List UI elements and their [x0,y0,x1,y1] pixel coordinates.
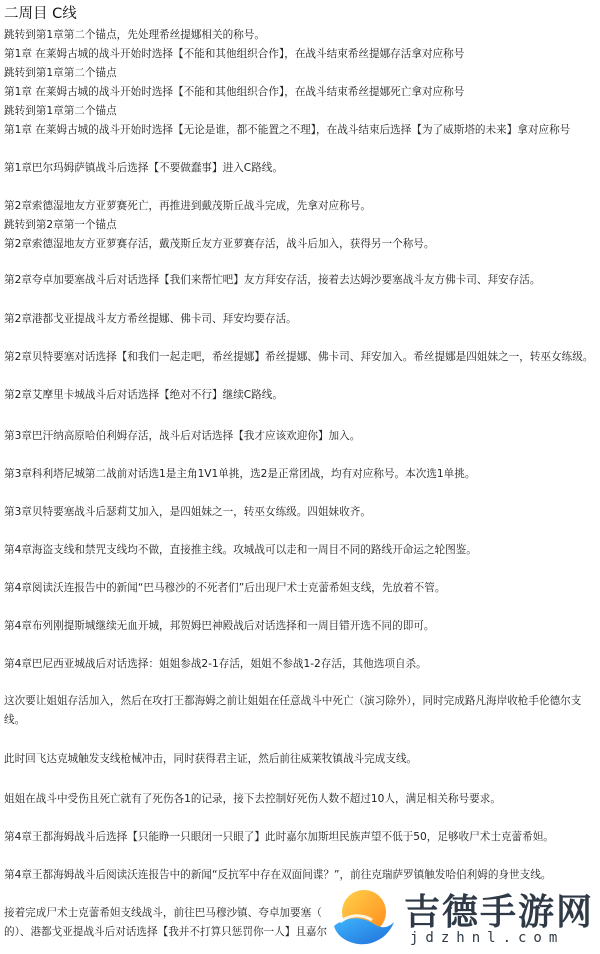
text-line: 第2章索德湿地友方亚萝赛死亡，再推进到戴茂斯丘战斗完成，先拿对应称号。 [4,200,371,212]
text-line: 第4章阅读沃连报告中的新闻“巴马穆沙的不死者们”后出现尸术士克蕾希妲支线，先放着不管。 [4,582,446,594]
text-line: 第1章 在莱姆古城的战斗开始时选择【不能和其他组织合作】，在战斗结束希丝提娜死亡拿对应称号 [4,86,465,98]
text-line: 的）、港都戈亚提战斗后对话选择【我并不打算只惩罚你一人】且嘉尔 [4,926,328,938]
text-line: 第4章巴尼西亚城战后对话选择：姐姐参战2-1存活，姐姐不参战1-2存活，其他选项自杀。 [4,658,427,670]
text-line: 跳转到第1章第二个锚点 [4,105,117,117]
text-line: 第2章索德湿地友方亚萝赛存活，戴茂斯丘友方亚萝赛存活，战斗后加入，获得另一个称号。 [4,238,435,250]
watermark-url: jdzhnl.com [410,930,565,946]
text-paragraph: 这次要让姐姐存活加入，然后在攻打王都海姆之前让姐姐在任意战斗中死亡（演习除外），同时完成路凡海岸收枪手伦德尔支线。 [4,695,582,726]
text-line: 第2章艾摩里卡城战斗后对话选择【绝对不行】继续C路线。 [4,389,283,401]
section-heading: 二周目 C线 [4,6,77,22]
text-line: 跳转到第2章第一个锚点 [4,219,117,231]
text-line: 第2章港都戈亚提战斗友方希丝提娜、佛卡司、拜安均要存活。 [4,313,297,325]
text-line: 第4章海盗支线和禁咒支线均不做，直接推主线。攻城战可以走和一周目不同的路线开命运之轮图鉴。 [4,544,477,556]
text-line: 接着完成尸术士克蕾希妲支线战斗，前往巴马穆沙镇、夸卓加要塞（ [4,907,322,919]
text-line: 此时回飞达克城触发支线枪械冲击，同时获得君主证，然后前往威莱牧镇战斗完成支线。 [4,753,418,765]
text-line: 第1章 在莱姆古城的战斗开始时选择【无论是谁，都不能置之不理】，在战斗结束后选择【为了威斯塔的未来】拿对应称号 [4,124,571,136]
text-line: 第1章 在莱姆古城的战斗开始时选择【不能和其他组织合作】，在战斗结束希丝提娜存活拿对应称号 [4,48,465,60]
jdzhnl-logo-icon [328,882,396,950]
text-line: 第3章贝特要塞战斗后瑟莉艾加入，是四姐妹之一，转巫女练级。四姐妹收齐。 [4,506,371,518]
text-line: 第3章巴汗纳高原哈伯利姆存活，战斗后对话选择【我才应该欢迎你】加入。 [4,430,361,442]
text-line: 第4章王都海姆战斗后阅读沃连报告中的新闻“反抗军中存在双面间谍？”，前往克瑞萨罗镇触发哈伯利姆的身世支线。 [4,869,552,881]
text-line: 第4章布列刚提斯城继续无血开城，邦贺姆巴神殿战后对话选择和一周目错开选不同的即可。 [4,620,435,632]
site-watermark [318,872,600,954]
text-line: 跳转到第1章第二个锚点，先处理希丝提娜相关的称号。 [4,29,265,41]
text-line: 第1章巴尔玛姆萨镇战斗后选择【不要做蠢事】进入C路线。 [4,162,283,174]
text-line: 第3章科利塔尼城第二战前对话选1是主角1V1单挑，选2是正常团战，均有对应称号。本次选1单挑。 [4,468,476,480]
text-line: 第2章贝特要塞对话选择【和我们一起走吧，希丝提娜】希丝提娜、佛卡司、拜安加入。希丝提娜是四姐妹之一，转巫女练级。 [4,351,594,363]
text-line: 姐姐在战斗中受伤且死亡就有了死伤各1的记录，接下去控制好死伤人数不超过10人，满足相关称号要求。 [4,793,501,805]
text-line: 跳转到第1章第二个锚点 [4,67,117,79]
text-line: 第4章王都海姆战斗后选择【只能睁一只眼闭一只眼了】此时嘉尔加斯坦民族声望不低于50，足够收尸术士克蕾希妲。 [4,831,554,843]
watermark-site-name: 吉德手游网 [404,892,595,933]
text-line: 第2章夸卓加要塞战斗后对话选择【我们来帮忙吧】友方拜安存活，接着去达姆沙要塞战斗友方佛卡司、拜安存活。 [4,274,541,286]
